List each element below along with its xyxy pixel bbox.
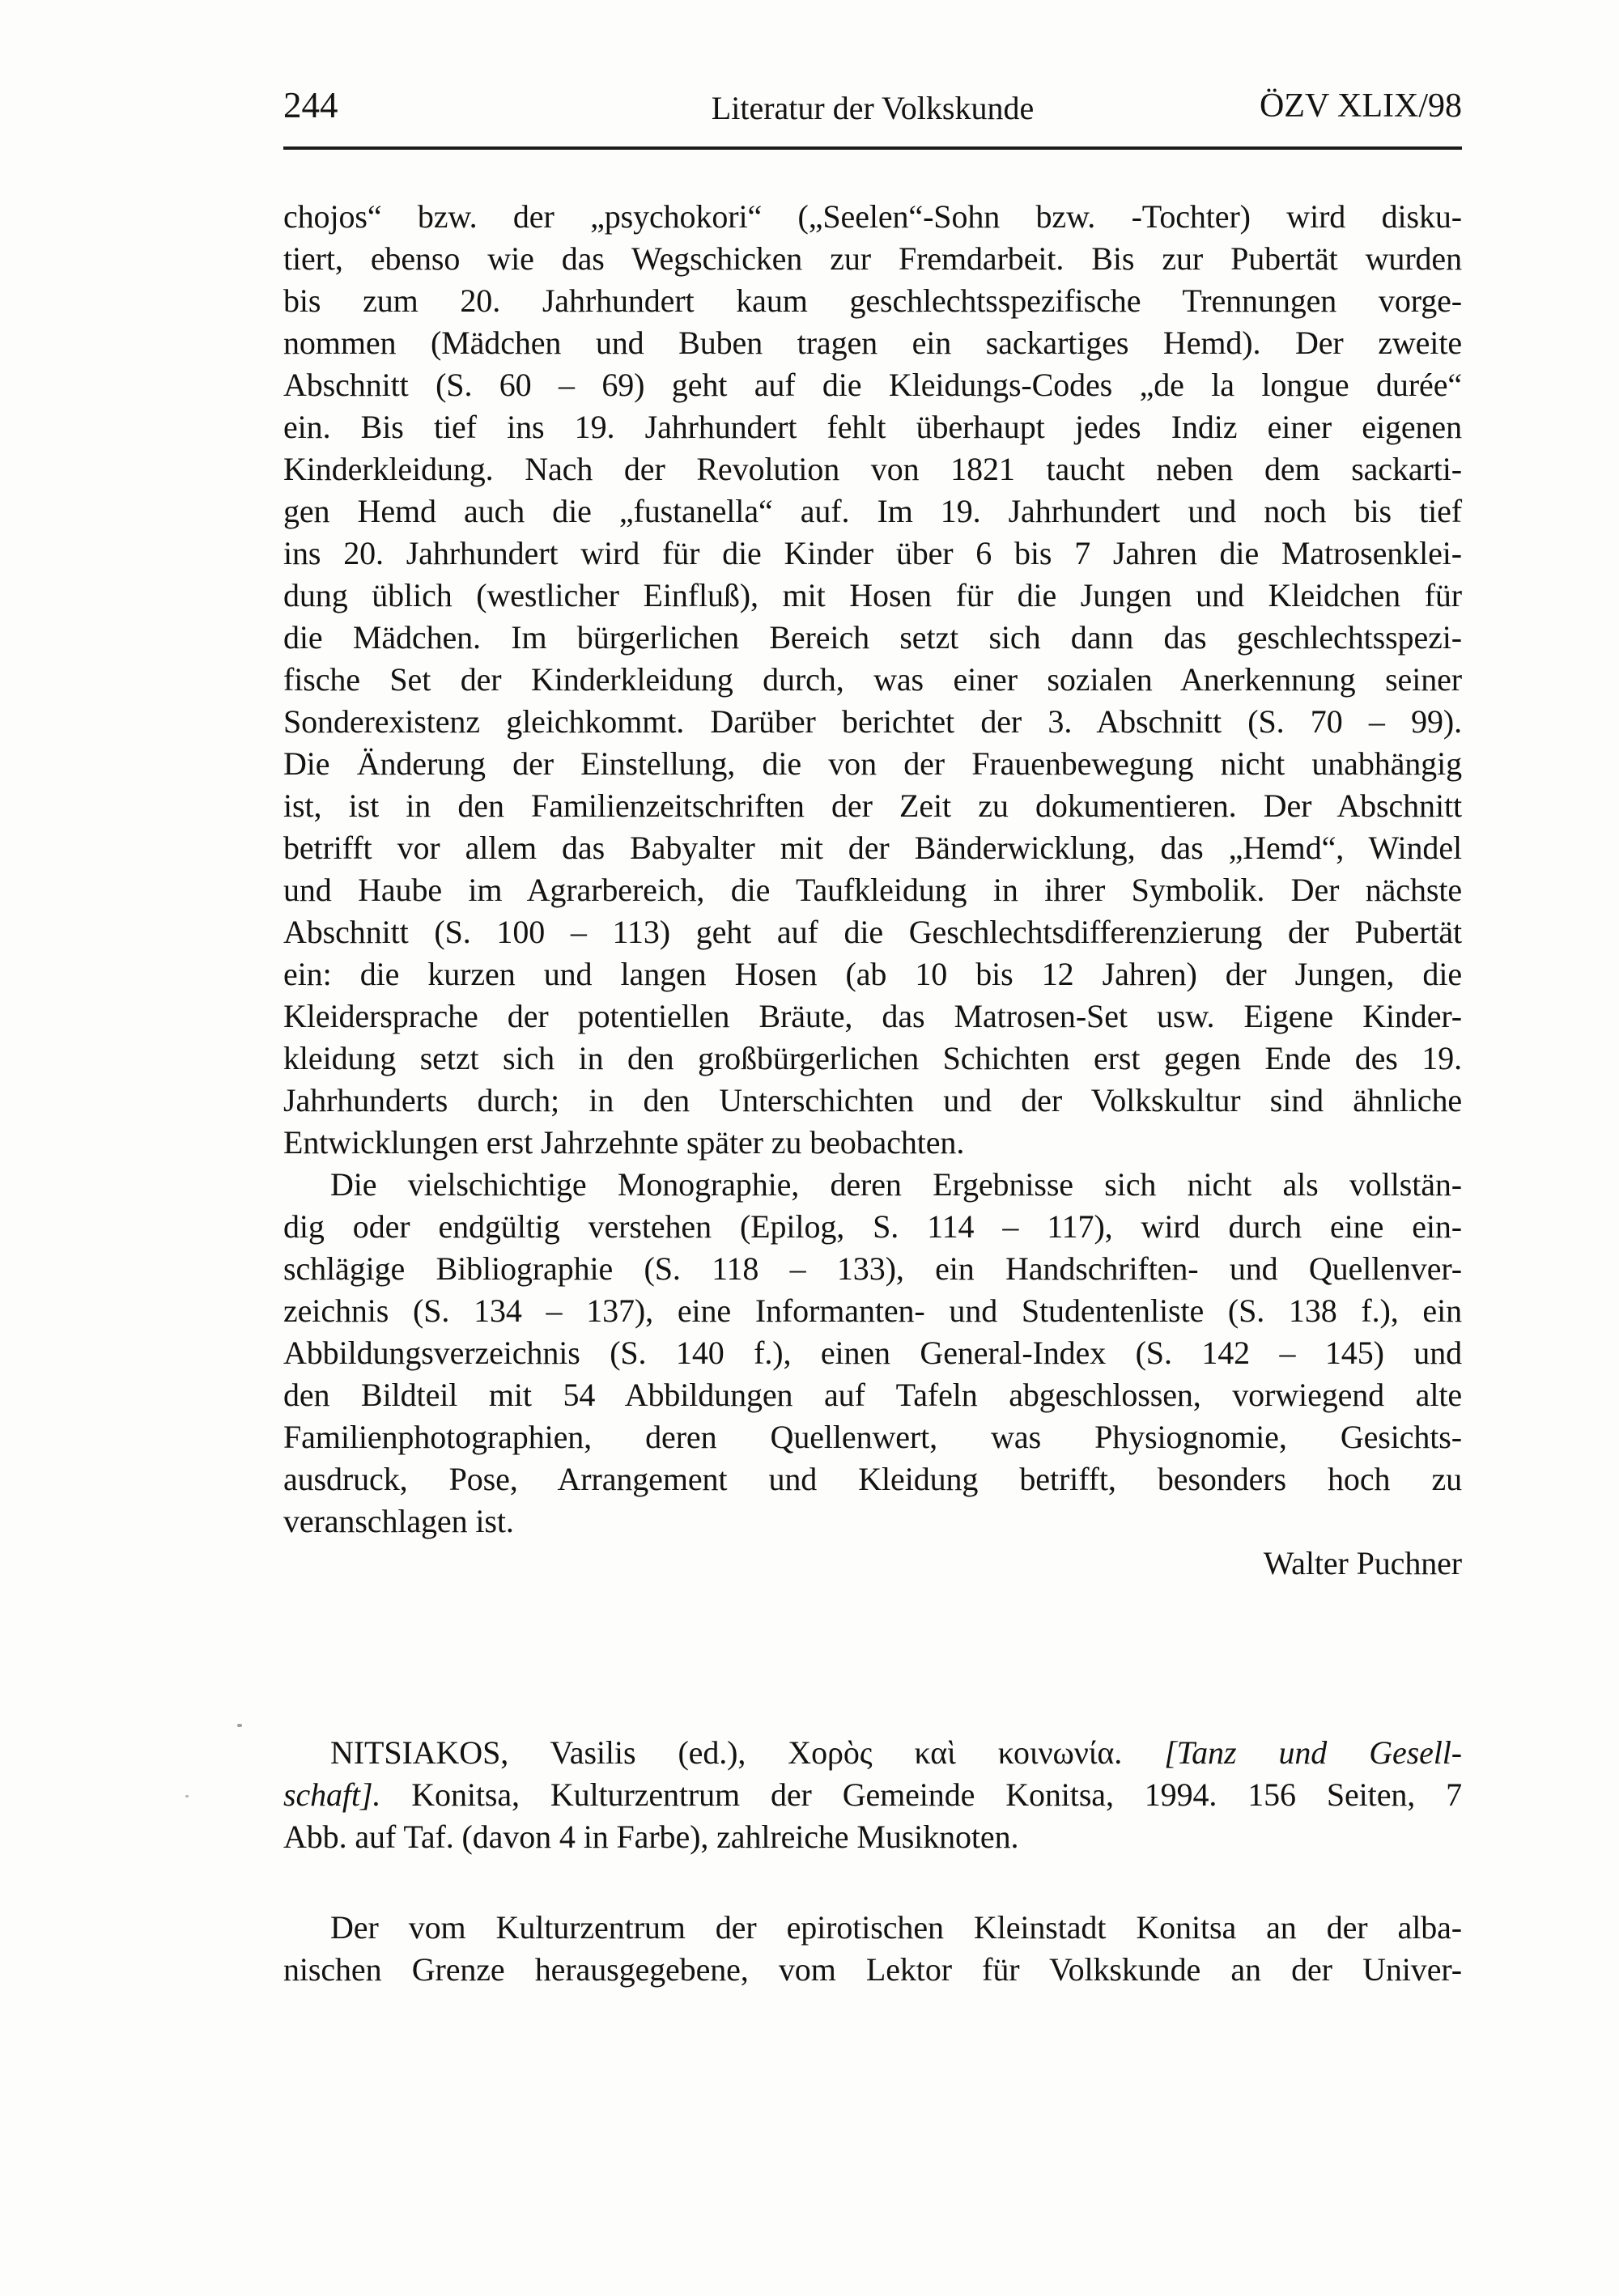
text-line: betrifft vor allem das Babyalter mit der Bänderwicklung, das „Hemd“, Windel (283, 830, 1462, 866)
page-number: 244 (283, 85, 338, 125)
entry-author-and-greek-title: NITSIAKOS, Vasilis (ed.), Χορὸς καὶ κοινωνία. (330, 1734, 1165, 1771)
text-line: nischen Grenze herausgegebene, vom Lektor für Volkskunde an der Univer- (283, 1951, 1462, 1988)
text-line: Kleidersprache der potentiellen Bräute, das Matrosen-Set usw. Eigene Kinder- (283, 998, 1462, 1034)
text-line: ins 20. Jahrhundert wird für die Kinder über 6 bis 7 Jahren die Matrosenklei- (283, 535, 1462, 571)
text-line: schlägige Bibliographie (S. 118 – 133), ein Handschriften- und Quellenver- (283, 1250, 1462, 1287)
text-line: Entwicklungen erst Jahrzehnte später zu beobachten. (283, 1124, 965, 1161)
text-line: Abbildungsverzeichnis (S. 140 f.), einen General-Index (S. 142 – 145) und (283, 1335, 1462, 1371)
entry-title-translation: [Tanz und Gesell- (1164, 1734, 1463, 1771)
entry-line (283, 1774, 1462, 1816)
header-rule (283, 146, 1462, 150)
text-line: ausdruck, Pose, Arrangement und Kleidung betrifft, besonders hoch zu (283, 1461, 1462, 1497)
text-line: fische Set der Kinderkleidung durch, was einer sozialen Anerkennung seiner (283, 661, 1462, 698)
scan-artifact (237, 1724, 242, 1727)
text-line: Kinderkleidung. Nach der Revolution von 1821 taucht neben dem sackarti- (283, 451, 1462, 487)
text-line: Abschnitt (S. 100 – 113) geht auf die Geschlechtsdifferenzierung der Pubertät (283, 914, 1462, 950)
text-line: dig oder endgültig verstehen (Epilog, S. 114 – 117), wird durch eine ein- (283, 1208, 1462, 1245)
text-line: kleidung setzt sich in den großbürgerlichen Schichten erst gegen Ende des 19. (283, 1040, 1462, 1076)
text-line: nommen (Mädchen und Buben tragen ein sackartiges Hemd). Der zweite (283, 325, 1462, 361)
text-line: zeichnis (S. 134 – 137), eine Informanten- und Studentenliste (S. 138 f.), ein (283, 1292, 1462, 1329)
text-line: Sonderexistenz gleichkommt. Darüber berichtet der 3. Abschnitt (S. 70 – 99). (283, 703, 1462, 740)
reviewer-signature: Walter Puchner (1263, 1545, 1462, 1581)
paragraph-continuation (283, 196, 1462, 1164)
text-line: ein: die kurzen und langen Hosen (ab 10 bis 12 Jahren) der Jungen, die (283, 956, 1462, 992)
text-line: tiert, ebenso wie das Wegschicken zur Fremdarbeit. Bis zur Pubertät wurden (283, 240, 1462, 277)
text-line: den Bildteil mit 54 Abbildungen auf Tafeln abgeschlossen, vorwiegend alte (283, 1377, 1462, 1413)
entry-publication-info: Konitsa, Kulturzentrum der Gemeinde Konitsa, 1994. 156 Seiten, 7 (380, 1776, 1462, 1813)
entry-line (283, 1732, 1462, 1774)
review-text-puchner (283, 196, 1462, 1585)
text-line: und Haube im Agrarbereich, die Taufkleidung in ihrer Symbolik. Der nächste (283, 872, 1462, 908)
text-line: dung üblich (westlicher Einfluß), mit Hosen für die Jungen und Kleidchen für (283, 577, 1462, 613)
entry-line: Abb. auf Taf. (davon 4 in Farbe), zahlreiche Musiknoten. (283, 1819, 1019, 1855)
entry-title-translation-continued: schaft]. (283, 1776, 381, 1813)
text-line: chojos“ bzw. der „psychokori“ („Seelen“-Sohn bzw. -Tochter) wird disku- (283, 198, 1462, 235)
paragraph (283, 1907, 1462, 1991)
text-line: Familienphotographien, deren Quellenwert, was Physiognomie, Gesichts- (283, 1419, 1462, 1455)
text-line: Abschnitt (S. 60 – 69) geht auf die Kleidungs-Codes „de la longue durée“ (283, 367, 1462, 403)
review-text-nitsiakos (283, 1907, 1462, 1991)
scan-artifact (185, 1795, 189, 1797)
journal-issue: ÖZV XLIX/98 (1259, 87, 1462, 125)
running-title: Literatur der Volkskunde (711, 90, 1035, 126)
text-line: Die Änderung der Einstellung, die von der Frauenbewegung nicht unabhängig (283, 745, 1462, 782)
text-line: Der vom Kulturzentrum der epirotischen Kleinstadt Konitsa an der alba- (330, 1909, 1462, 1946)
text-line: ist, ist in den Familienzeitschriften der Zeit zu dokumentieren. Der Abschnitt (283, 787, 1462, 824)
text-line: Jahrhunderts durch; in den Unterschichten und der Volkskultur sind ähnliche (283, 1082, 1462, 1118)
text-line: Die vielschichtige Monographie, deren Ergebnisse sich nicht als vollstän- (330, 1166, 1462, 1203)
text-line: veranschlagen ist. (283, 1503, 514, 1539)
text-line: die Mädchen. Im bürgerlichen Bereich setzt sich dann das geschlechtsspezi- (283, 619, 1462, 656)
bibliographic-entry (283, 1732, 1462, 1858)
text-line: ein. Bis tief ins 19. Jahrhundert fehlt überhaupt jedes Indiz einer eigenen (283, 409, 1462, 445)
page-header (283, 84, 1462, 128)
paragraph (283, 1164, 1462, 1543)
text-line: bis zum 20. Jahrhundert kaum geschlechtsspezifische Trennungen vorge- (283, 282, 1462, 319)
text-line: gen Hemd auch die „fustanella“ auf. Im 19. Jahrhundert und noch bis tief (283, 493, 1462, 529)
